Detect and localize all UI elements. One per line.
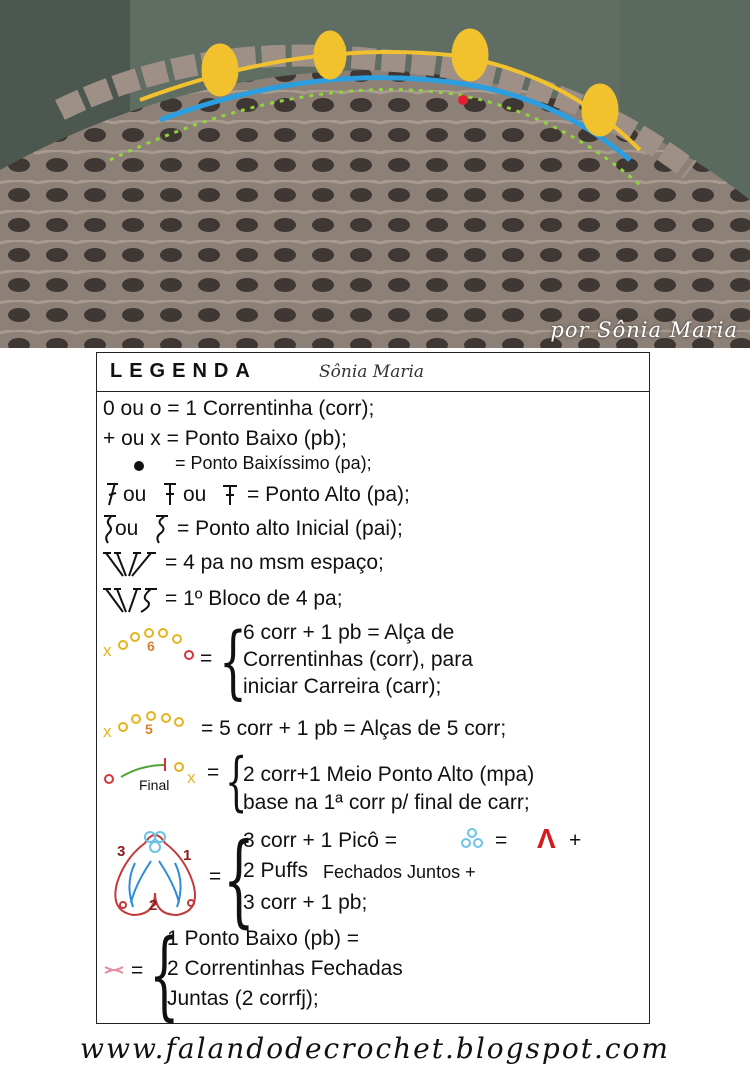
crochet-photo — [0, 0, 750, 348]
legend-double-crochet: = Ponto Alto (pa); — [247, 483, 410, 506]
brace: { — [225, 745, 248, 819]
joined-chains-line-2: 2 Correntinhas Fechadas — [167, 957, 403, 980]
chain-loop-six-line-1: 6 corr + 1 pb = Alça de — [243, 621, 455, 644]
picot-line-2a: 2 Puffs — [243, 859, 308, 882]
joined-chains-line-3: Juntas (2 corrfj); — [167, 987, 319, 1010]
chain-loop-five-count: 5 — [145, 721, 153, 737]
legend-chain-loop-five: = 5 corr + 1 pb = Alças de 5 corr; — [201, 717, 507, 740]
final-line-1: 2 corr+1 Meio Ponto Alto (mpa) — [243, 763, 535, 786]
legend-first-block: = 1º Bloco de 4 pa; — [165, 587, 343, 610]
chain-loop-six-count: 6 — [147, 638, 155, 654]
caret-icon: Λ — [537, 823, 556, 854]
equals-sign: = — [207, 761, 220, 784]
brace: { — [219, 615, 247, 708]
first-block-icon — [101, 585, 159, 620]
legend-dc-or-1: ou — [123, 483, 147, 506]
blog-url[interactable]: www.falandodecrochet.blogspot.com — [80, 1032, 670, 1065]
slip-stitch-icon — [133, 459, 145, 477]
picot-line-2b: Fechados Juntos + — [323, 862, 476, 882]
double-crochet-icon — [221, 479, 239, 512]
equals-sign: = — [200, 647, 213, 670]
legend-author: Sônia Maria — [319, 362, 425, 382]
picot-step-1: 1 — [183, 847, 192, 864]
picot-step-2: 2 — [149, 897, 158, 914]
double-crochet-icon — [161, 479, 179, 512]
brace: { — [149, 919, 180, 1031]
legend-four-dc: = 4 pa no msm espaço; — [165, 551, 384, 574]
equals-sign: = — [209, 865, 222, 888]
photo-caption: por Sônia Maria — [550, 318, 738, 342]
legend-initial-dc-or: ou — [115, 517, 139, 540]
double-crochet-icon — [103, 479, 121, 512]
svg-text:x: x — [103, 722, 112, 741]
final-line-2: base na 1ª corr p/ final de carr; — [243, 791, 530, 814]
legend-header — [97, 353, 649, 392]
crochet-doily-illustration — [0, 0, 750, 348]
joined-chains-icon — [103, 963, 125, 982]
svg-text:x: x — [187, 768, 196, 787]
picot-step-3: 3 — [117, 843, 126, 860]
legend-chain: 0 ou o = 1 Correntinha (corr); — [103, 397, 375, 420]
four-dc-icon — [101, 549, 159, 584]
chain-loop-six-line-2: Correntinhas (corr), para — [243, 648, 473, 671]
final-label: Final — [139, 777, 170, 793]
legend-box — [96, 352, 650, 1031]
legend-dc-or-2: ou — [183, 483, 207, 506]
joined-chains-line-1: 1 Ponto Baixo (pb) = — [167, 927, 360, 950]
picot-line-3: 3 corr + 1 pb; — [243, 891, 368, 914]
svg-text:x: x — [103, 641, 112, 660]
initial-double-crochet-icon — [153, 513, 171, 550]
equals-sign: = — [131, 959, 144, 982]
legend-slip-stitch: = Ponto Baixíssimo (pa); — [175, 453, 372, 473]
legend-initial-double-crochet: = Ponto alto Inicial (pai); — [177, 517, 403, 540]
picot-icon — [459, 827, 485, 858]
picot-equals: = — [495, 829, 508, 852]
chain-loop-six-line-3: iniciar Carreira (carr); — [243, 675, 442, 698]
legend-single-crochet: + ou x = Ponto Baixo (pb); — [103, 427, 347, 450]
brace: { — [223, 821, 255, 938]
picot-plus: + — [569, 829, 582, 852]
legend-title: LEGENDA — [110, 360, 257, 382]
picot-line-1: 3 corr + 1 Picô = — [243, 829, 398, 852]
